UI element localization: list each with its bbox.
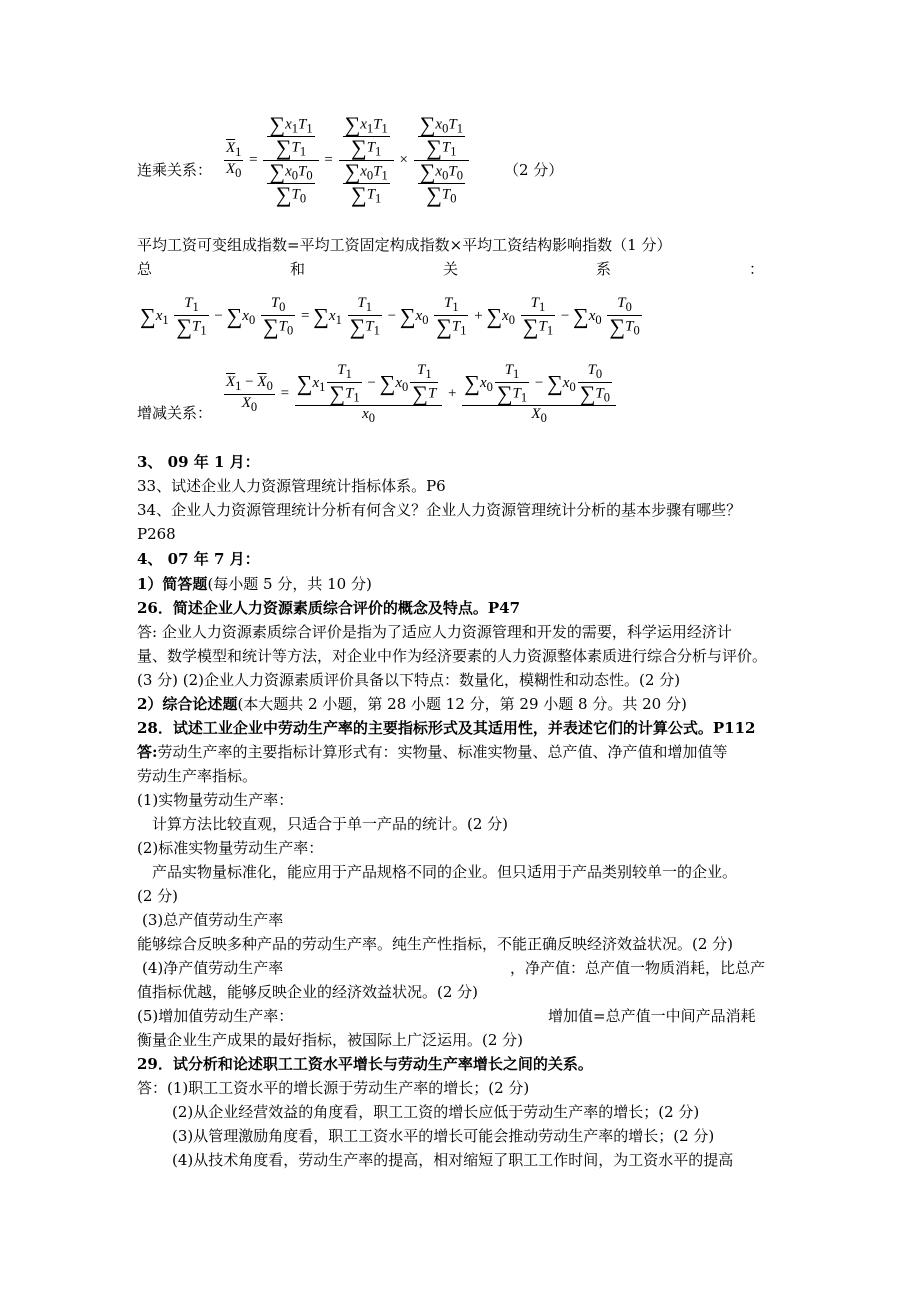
paragraph: 答：(1)职工工资水平的增长源于劳动生产率的增长；(2 分) [137,1079,530,1097]
label-char: 系 [595,260,611,278]
paragraph: 劳动生产率指标。 [137,767,258,785]
paragraph: 33、试述企业人力资源管理统计指标体系。P6 [137,477,446,495]
subsection-note: (每小题 5 分，共 10 分) [207,575,372,593]
paragraph: (2)标准实物量劳动生产率： [137,839,324,857]
paragraph: ，净产值：总产值一物质消耗，比总产 [510,959,766,977]
paragraph: 34、企业人力资源管理统计分析有何含义？企业人力资源管理统计分析的基本步骤有哪些？ [137,501,742,519]
question-title: 29．试分析和论述职工工资水平增长与劳动生产率增长之间的关系。 [137,1055,593,1073]
change-relation-formula: $\frac{\overline{X}_1 - \overline{X}_0}{X_0}$ = $\sum x_1$ $\frac{T_1}{\sum T_1}$ − $\sum x_0$ $\frac{T_1}{\sum T}$ $x_0$ + $\sum x_0$ $\frac{T_1}{\sum T_1}$ − $\sum x_0$ $\frac{T_0}{\sum T_0}$ $X_0$ [222,362,618,426]
paragraph: (5)增加值劳动生产率： [137,1007,294,1025]
paragraph: 产品实物量标准化，能应用于产品规格不同的企业。但只适用于产品类别较单一的企业。 [152,863,738,881]
paragraph: (4)从技术角度看，劳动生产率的提高，相对缩短了职工工作时间，为工资水平的提高 [172,1151,734,1169]
chain-relation-score: （2 分） [504,161,564,179]
question-title: 26．简述企业人力资源素质综合评价的概念及特点。P47 [137,599,521,617]
section-heading: 3、 09 年 1 月： [137,453,260,471]
paragraph: 增加值=总产值一中间产品消耗 [548,1007,756,1025]
question-title: 28．试述工业企业中劳动生产率的主要指标形式及其适用性，并表述它们的计算公式。P112 [137,719,756,737]
paragraph: (4)净产值劳动生产率 [142,959,284,977]
label-char: 关 [442,260,458,278]
paragraph: 衡量企业生产成果的最好指标，被国际上广泛运用。(2 分) [137,1031,524,1049]
paragraph: 能够综合反映多种产品的劳动生产率。纯生产性指标，不能正确反映经济效益状况。(2 分) [137,935,734,953]
paragraph: (2 分) [137,887,179,905]
subsection-title: 2）综合论述题 [137,695,238,713]
subsection-heading [137,694,687,714]
paragraph: (3 分) (2)企业人力资源素质评价具备以下特点：数量化，模糊性和动态性。(2 分) [137,671,681,689]
answer-text: 劳动生产率的主要指标计算形式有：实物量、标准实物量、总产值、净产值和增加值等 [157,743,728,761]
subsection-note: (本大题共 2 小题，第 28 小题 12 分，第 29 小题 8 分。共 20 分) [237,695,687,713]
label-char: 和 [289,260,305,278]
paragraph: 平均工资可变组成指数=平均工资固定构成指数×平均工资结构影响指数（1 分） [137,236,672,254]
paragraph: 答: 企业人力资源素质综合评价是指为了适应人力资源管理和开发的需要，科学运用经济计 [137,623,732,641]
total-relation-label [137,259,764,279]
subsection-heading [137,574,372,594]
subsection-title: 1）简答题 [137,575,208,593]
answer-label: 答: [137,743,158,761]
paragraph: (3)从管理激励角度看，职工工资水平的增长可能会推动劳动生产率的增长；(2 分) [172,1127,715,1145]
chain-relation-formula: $\frac{\overline{X}_1}{\overline{X}_0}$ = $\frac{\frac{\sum x_1T_1}{\sum T_1}}{\frac{\sum x_0T_0}{\sum T_0}}$ = $\frac{\frac{\sum x_1T_1}{\sum T_1}}{\frac{\sum x_0T_1}{\sum T_1}}$ × $\frac{\frac{\sum x_0T_1}{\sum T_1}}{\frac{\sum x_0T_0}{\sum T_0}}$ [222,114,471,207]
label-char: 总 [137,260,153,278]
paragraph: 计算方法比较直观，只适合于单一产品的统计。(2 分) [152,815,509,833]
paragraph: 值指标优越，能够反映企业的经济效益状况。(2 分) [137,983,479,1001]
total-relation-formula: $\sum x_1$ $\frac{T_1}{\sum T_1}$ − $\sum x_0$ $\frac{T_0}{\sum T_0}$ = $\sum x_1$ $\frac{T_1}{\sum T_1}$ − $\sum x_0$ $\frac{T_1}{\sum T_1}$ + $\sum x_0$ $\frac{T_1}{\sum T_1}$ − $\sum x_0$ $\frac{T_0}{\sum T_0}$ [140,295,640,339]
paragraph: (2)从企业经营效益的角度看，职工工资的增长应低于劳动生产率的增长；(2 分) [172,1103,700,1121]
paragraph [137,742,728,762]
paragraph: P268 [137,525,176,543]
chain-relation-label: 连乘关系： [137,161,213,179]
paragraph: 量、数学模型和统计等方法，对企业中作为经济要素的人力资源整体素质进行综合分析与评价。 [137,647,768,665]
change-relation-label: 增减关系： [137,404,213,422]
label-char: ： [748,260,764,278]
section-heading: 4、 07 年 7 月： [137,550,260,568]
paragraph: (1)实物量劳动生产率： [137,791,294,809]
paragraph: (3)总产值劳动生产率 [142,911,284,929]
